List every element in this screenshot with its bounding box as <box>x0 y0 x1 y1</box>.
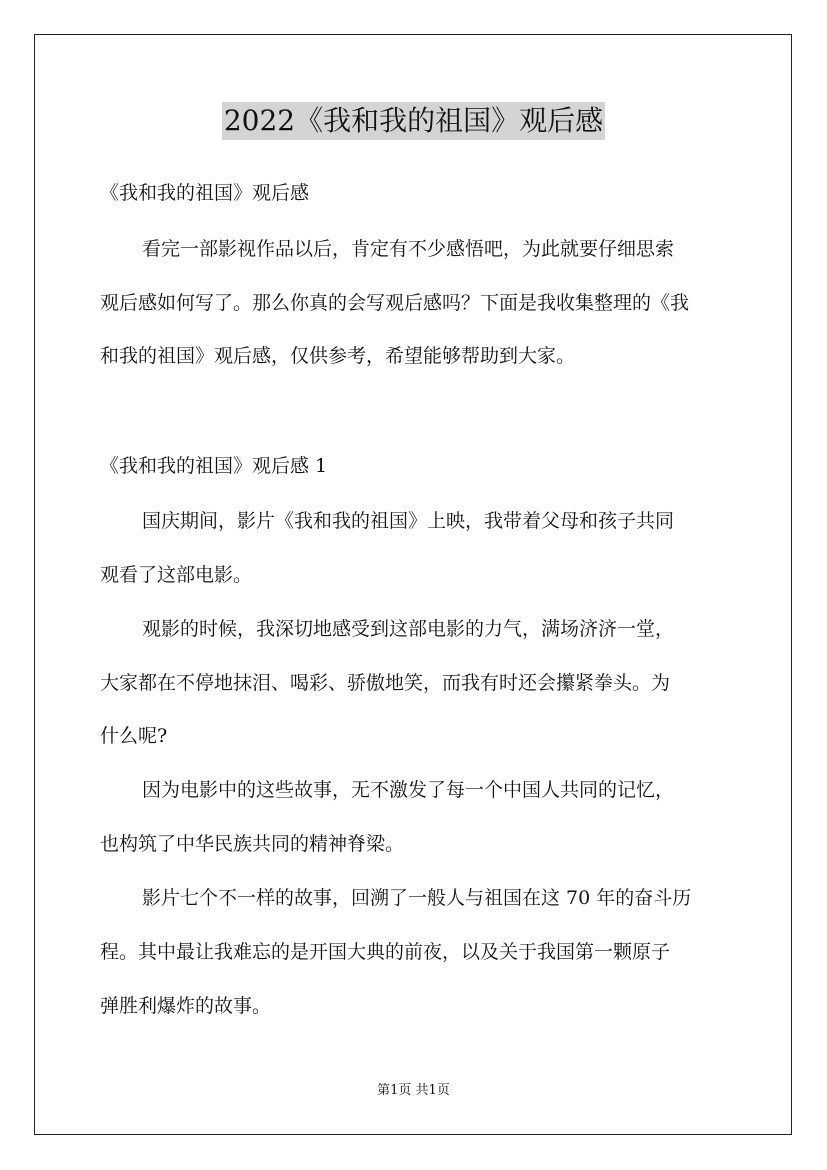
intro-line: 和我的祖国》观后感，仅供参考，希望能够帮助到大家。 <box>100 345 576 367</box>
document-title: 2022《我和我的祖国》观后感 <box>222 102 605 140</box>
page-number: 第1页 共1页 <box>377 1083 450 1098</box>
paragraph-line: 弹胜利爆炸的故事。 <box>100 995 272 1017</box>
paragraph-line: 因为电影中的这些故事，无不激发了每一个中国人共同的记忆， <box>142 779 675 801</box>
paragraph-line: 观影的时候，我深切地感受到这部电影的力气，满场济济一堂， <box>142 618 675 640</box>
paragraph-line: 什么呢? <box>100 725 168 747</box>
paragraph-line: 也构筑了中华民族共同的精神脊梁。 <box>100 833 405 855</box>
title-container <box>0 102 827 140</box>
paragraph-line: 影片七个不一样的故事，回溯了一般人与祖国在这 70 年的奋斗历 <box>142 887 692 909</box>
intro-line: 观后感如何写了。那么你真的会写观后感吗？下面是我收集整理的《我 <box>100 292 690 314</box>
document-subtitle: 《我和我的祖国》观后感 <box>100 182 310 204</box>
section-heading: 《我和我的祖国》观后感 1 <box>100 455 328 477</box>
intro-line: 看完一部影视作品以后，肯定有不少感悟吧，为此就要仔细思索 <box>142 238 675 260</box>
paragraph-line: 程。其中最让我难忘的是开国大典的前夜，以及关于我国第一颗原子 <box>100 941 671 963</box>
paragraph-line: 国庆期间，影片《我和我的祖国》上映，我带着父母和孩子共同 <box>142 510 675 532</box>
paragraph-line: 观看了这部电影。 <box>100 564 253 586</box>
page-footer <box>0 1082 827 1100</box>
paragraph-line: 大家都在不停地抹泪、喝彩、骄傲地笑，而我有时还会攥紧拳头。为 <box>100 672 671 694</box>
